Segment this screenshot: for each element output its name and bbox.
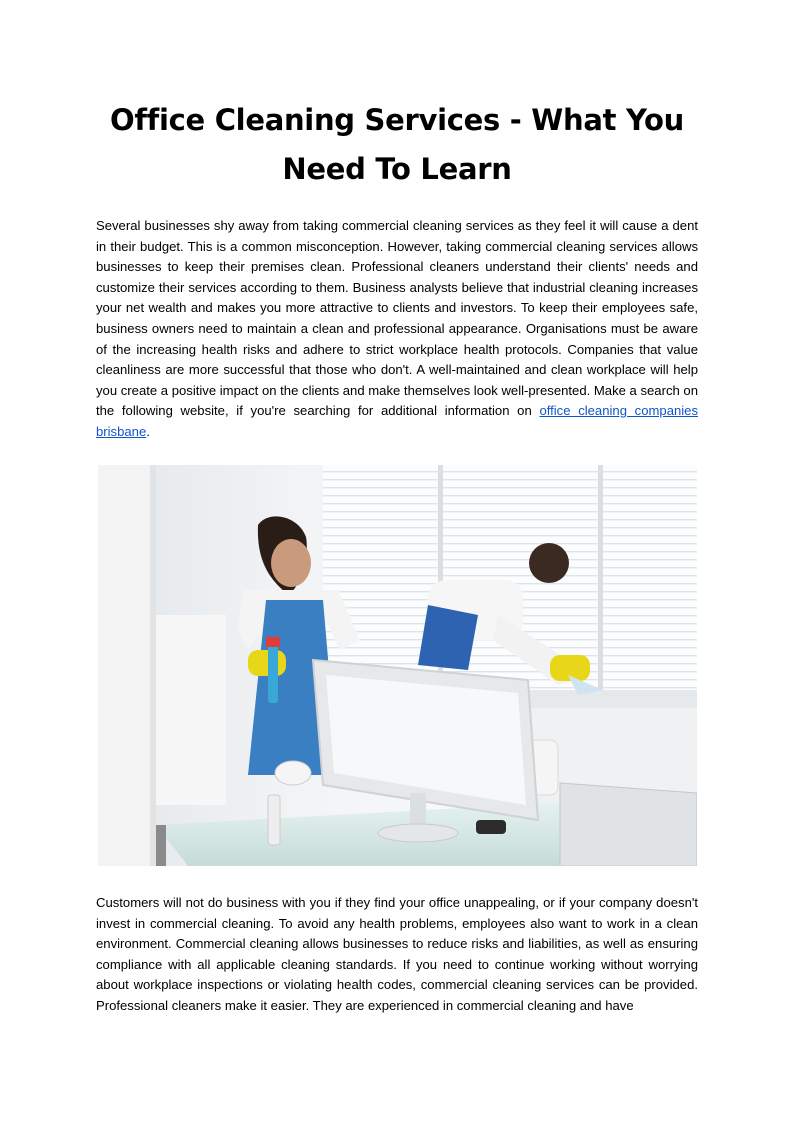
page-title: Office Cleaning Services - What You Need To Learn [110, 103, 684, 186]
intro-paragraph-text: Several businesses shy away from taking commercial cleaning services as they feel it will cause a dent in their budget. This is a common misconception. However, taking commercial cleaning services allows businesses to keep their premises clean. Professional cleaners understand their clients' needs and customize their services according to them. Business analysts believe that industrial cleaning increases your net wealth and makes you more attractive to clients and investors. To keep their employees safe, business owners need to maintain a clean and professional appearance. Organisations must be aware of the increasing health risks and adhere to strict workplace health protocols. Companies that value cleanliness are more successful that those who don't. A well-maintained and clean workplace will help you create a positive impact on the clients and make themselves look well-presented. Make a search on the following website, if you're searching for additional information on [96, 218, 698, 419]
office-cleaning-photo [98, 465, 697, 866]
intro-paragraph [96, 216, 698, 443]
intro-paragraph-end: . [146, 423, 150, 439]
office-cleaning-link[interactable]: office cleaning companies brisbane [96, 403, 698, 439]
second-paragraph: Customers will not do business with you if they find your office unappealing, or if your company doesn't invest in commercial cleaning. To avoid any health problems, employees also want to work in a clean environment. Commercial cleaning allows businesses to reduce risks and liabilities, as well as ensuring compliance with all applicable cleaning standards. If you need to continue working without worrying about workplace inspections or violating health codes, commercial cleaning services can be provided. Professional cleaners make it easier. They are experienced in commercial cleaning and have [96, 895, 698, 1013]
